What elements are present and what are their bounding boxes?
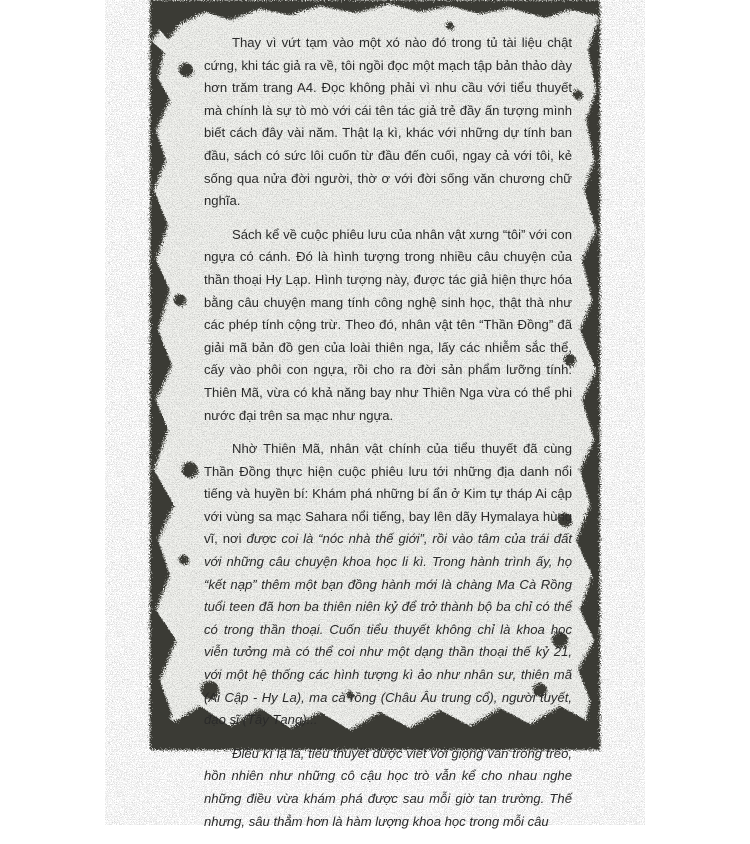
- paragraph-3: [204, 438, 572, 732]
- paragraph-4: Điều kì lạ là, tiểu thuyết được viết với giọng văn trong trẻo, hồn nhiên như những cô cậu học trò vẫn kể cho nhau nghe những điều vừa khám phá được sau mỗi giờ tan trường. Thế nhưng, sâu thẳm hơn là hàm lượng khoa học trong mỗi câu: [204, 745, 572, 829]
- paragraph-3-normal: Nhờ Thiên Mã, nhân vật chính của tiểu thuyết đã cùng Thần Đồng thực hiện cuộc phiêu lưu tới những địa danh nổi tiếng và huyền bí: Khám phá những bí ẩn ở Kim tự tháp Ai cập với vùng sa mạc Sahara nổi tiếng, bay lên dãy Hymalaya hùng vĩ, nơi: [204, 441, 572, 547]
- body-text: [204, 32, 572, 844]
- paragraph-2: Sách kể về cuộc phiêu lưu của nhân vật xưng “tôi” với con ngựa có cánh. Đó là hình tượng trong nhiều câu chuyện của thần thoại Hy Lạp. Hình tượng này, được tác giả hiện thực hóa bằng câu chuyện mang tính công nghệ sinh học, thật thà như các phép tính cộng trừ. Theo đó, nhân vật tên “Thần Đồng” đã giải mã bản đồ gen của loài thiên nga, lấy các nhiễm sắc thể, cấy vào phôi con ngựa, rồi cho ra đời sản phẩm lưỡng tính: Thiên Mã, vừa có khả năng bay như Thiên Nga vừa có thể phi nước đại trên sa mạc như ngựa.: [204, 226, 572, 423]
- book-page: [150, 0, 600, 829]
- paragraph-1: Thay vì vứt tạm vào một xó nào đó trong tủ tài liệu chật cứng, khi tác giả ra về, tôi ngồi đọc một mạch tập bản thảo dày hơn trăm trang A4. Đọc không phải vì nhu cầu với tiểu thuyết mà chính là sự tò mò với cái tên tác giả trẻ đầy ấn tượng mình biết cách đây vài năm. Thật lạ kì, khác với những dự tính ban đầu, sách có sức lôi cuốn từ đầu đến cuối, ngay cả với tôi, kẻ sống qua nửa đời người, thờ ơ với đời sống văn chương chữ nghĩa.: [204, 35, 572, 209]
- paragraph-3-italic: được coi là “nóc nhà thế giới”, rồi vào tâm của trái đất với những câu chuyện khoa học li kì. Trong hành trình ấy, họ “kết nạp” thêm một bạn đồng hành mới là chàng Ma Cà Rồng tuổi teen đã hơn ba thiên niên kỷ để trở thành bộ ba chỉ có thể có trong thần thoại. Cuốn tiểu thuyết không chỉ là khoa học viễn tưởng mà có thể coi như một dạng thần thoại thế kỷ 21, với một hệ thống các hình tượng kì ảo như nhân sư, thiên mã (Ai Cập - Hy La), ma cà rồng (Châu Âu trung cổ), người tuyết, đạo sĩ (Tây Tạng)...: [204, 531, 572, 728]
